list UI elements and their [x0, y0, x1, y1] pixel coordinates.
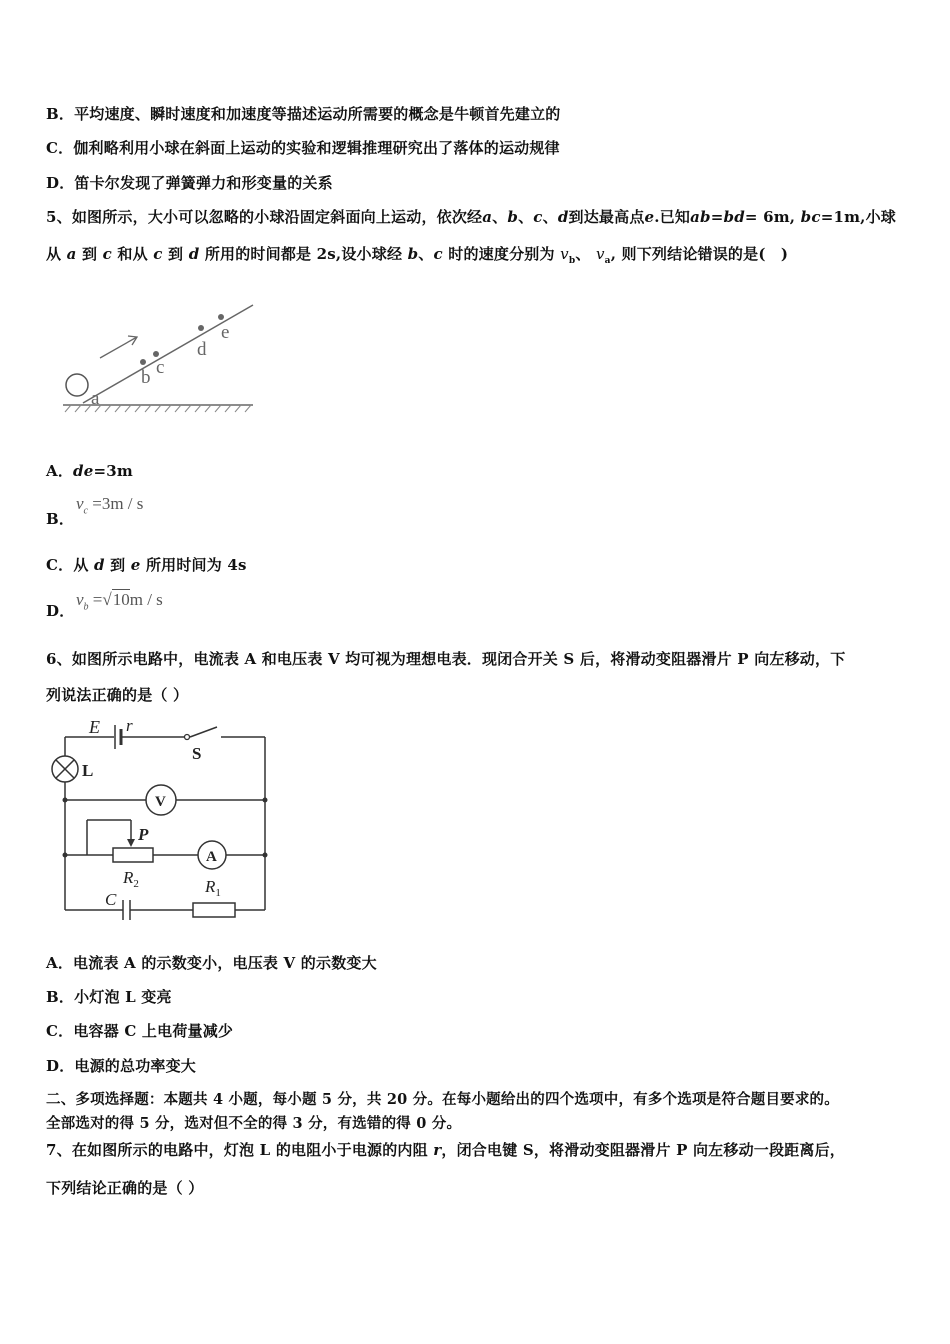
q6-stem-line2: 列说法正确的是（ ）: [46, 686, 189, 704]
ball: [66, 374, 88, 396]
label-L: L: [82, 761, 94, 780]
incline-line: [83, 305, 253, 403]
q4-option-d: D．笛卡尔发现了弹簧弹力和形变量的关系: [46, 174, 333, 192]
label-R2: $R_2$: [123, 868, 139, 890]
q5-option-b-label: B．: [46, 510, 75, 528]
voltmeter-label: V: [155, 794, 166, 810]
label-R1: $R_1$: [205, 877, 221, 899]
label-C: C: [105, 890, 117, 909]
q7-stem-line1: 7、在如图所示的电路中，灯泡 L 的电阻小于电源的内阻 r，闭合电键 S，将滑动变阻器滑片 P 向左移动一段距离后，: [46, 1141, 845, 1159]
label-r: r: [126, 716, 133, 735]
point-d: [198, 325, 204, 331]
q4-option-c: C．伽利略利用小球在斜面上运动的实验和逻辑推理研究出了落体的运动规律: [46, 139, 560, 157]
label-P: P: [138, 825, 149, 844]
section2-heading-line2: 全部选对的得 5 分，选对但不全的得 3 分，有选错的得 0 分。: [46, 1115, 462, 1132]
point-e: [218, 314, 224, 320]
direction-arrow-icon: [100, 336, 137, 358]
label-E: E: [89, 717, 100, 737]
slider-arrow-icon: [127, 839, 135, 847]
incline-figure: [55, 295, 265, 420]
q6-option-a: A．电流表 A 的示数变小，电压表 V 的示数变大: [46, 954, 377, 972]
label-e: e: [221, 322, 230, 343]
q6-stem-line1: 6、如图所示电路中，电流表 A 和电压表 V 均可视为理想电表．现闭合开关 S 后，将滑动变阻器滑片 P 向左移动，下: [46, 650, 846, 668]
label-c: c: [156, 357, 165, 378]
circuit-figure: [45, 712, 275, 920]
point-b: [140, 359, 146, 365]
q5-option-d-label: D．: [46, 602, 75, 620]
q7-stem-line2: 下列结论正确的是（ ）: [46, 1179, 204, 1197]
q6-option-d: D．电源的总功率变大: [46, 1057, 197, 1075]
q4-option-b: B．平均速度、瞬时速度和加速度等描述运动所需要的概念是牛顿首先建立的: [46, 105, 561, 123]
label-b: b: [141, 367, 151, 388]
q5-stem-line2: 从 a 到 c 和从 c 到 d 所用的时间都是 2s,设小球经 b、c 时的速度分别为 $v_b$、 $v_a$, 则下列结论错误的是( ): [46, 245, 789, 266]
q5-option-c: C．从 d 到 e 所用时间为 4s: [46, 556, 247, 574]
section2-heading-line1: 二、多项选择题：本题共 4 小题，每小题 5 分，共 20 分。在每小题给出的四个选项中，有多个选项是符合题目要求的。: [46, 1091, 839, 1108]
label-S: S: [192, 744, 202, 763]
label-a: a: [91, 388, 100, 409]
q5-stem-line1: 5、如图所示，大小可以忽略的小球沿固定斜面向上运动，依次经a、b、c、d到达最高点e.已知ab=bd= 6m, bc=1m,小球: [46, 208, 896, 226]
q5-option-a: A．de=3m: [46, 462, 133, 480]
label-d: d: [197, 339, 207, 360]
q5-option-d-formula: $v_b =√10m / s$: [76, 590, 163, 613]
q6-option-c: C．电容器 C 上电荷量减少: [46, 1022, 234, 1040]
lamp-icon: [52, 756, 78, 782]
ammeter-label: A: [206, 849, 217, 865]
q6-option-b: B．小灯泡 L 变亮: [46, 988, 172, 1006]
q5-option-b-formula: $v_c =3m / s$: [76, 494, 144, 517]
